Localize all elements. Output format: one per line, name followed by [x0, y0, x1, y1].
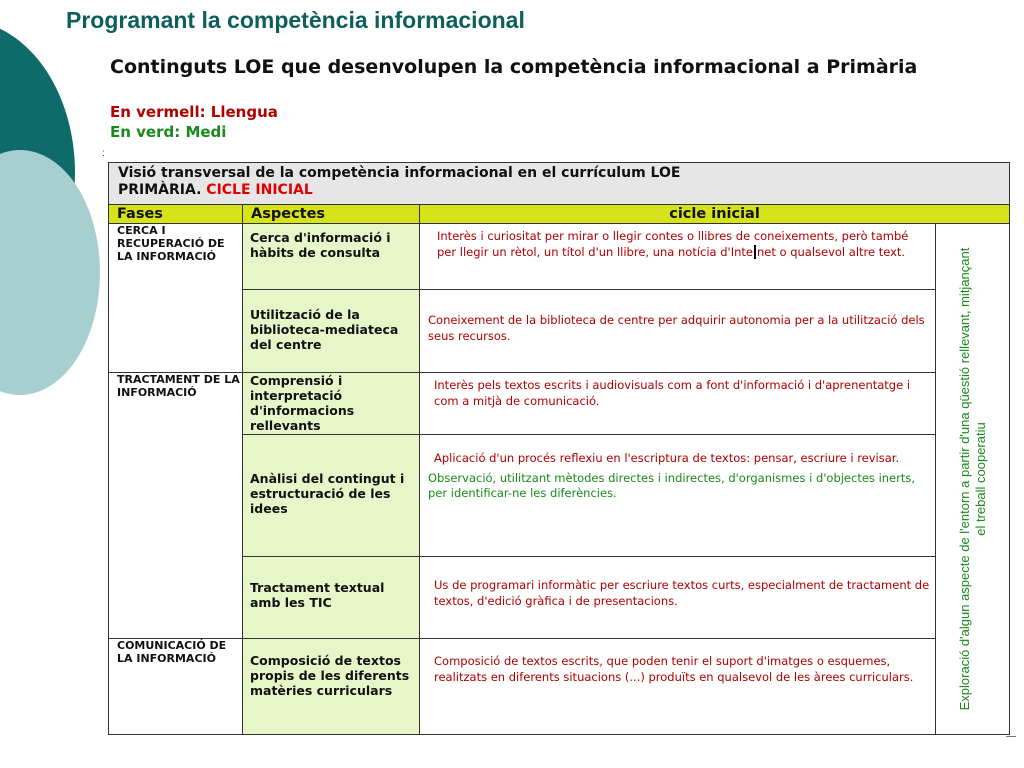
cross-curricular-note: Exploració d'algun aspecte de l'entorn a partir d'una qüestió rellevant, mitjançant el treball cooperatiu [956, 247, 988, 711]
table-row [109, 639, 1010, 735]
document-heading: Continguts LOE que desenvolupen la competència informacional a Primària [110, 56, 918, 78]
table-title-cycle: CICLE INICIAL [206, 182, 313, 198]
content-cell: Interès pels textos escrits i audiovisuals com a font d'informació i d'aprenentatge i com a mitjà de comunicació. [420, 373, 936, 435]
content-green-text: Observació, utilitzant mètodes directes i indirectes, d'organismes i d'objectes inerts, per identificar-ne les diferències. [428, 470, 916, 500]
phase-tractament: TRACTAMENT DE LA INFORMACIÓ [109, 373, 243, 639]
table-title-row [109, 163, 1010, 205]
phase-cerca: CERCA I RECUPERACIÓ DE LA INFORMACIÓ [109, 224, 243, 373]
col-header-fases: Fases [109, 205, 243, 224]
column-header-row [109, 205, 1010, 224]
aspect-cell: Comprensió i interpretació d'informacions rellevants [243, 373, 420, 435]
content-cell: Us de programari informàtic per escriure textos curts, especialment de tractament de textos, d'edició gràfica i de presentacions. [420, 557, 936, 639]
legend-green: En verd: Medi [110, 123, 227, 141]
text-cursor [754, 245, 756, 259]
aspect-cell: Tractament textual amb les TIC [243, 557, 420, 639]
phase-comunicacio: COMUNICACIÓ DE LA INFORMACIÓ [109, 639, 243, 735]
table-title-cell [109, 163, 1010, 205]
margin-marker: : [102, 148, 105, 159]
cross-curricular-note-cell [936, 224, 1010, 735]
content-cell: Coneixement de la biblioteca de centre per adquirir autonomia per a la utilització dels seus recursos. [420, 290, 936, 373]
slide-title: Programant la competència informacional [66, 7, 525, 33]
aspect-cell: Composició de textos propis de les diferents matèries curriculars [243, 639, 420, 735]
corner-mark [1006, 736, 1016, 737]
aspect-cell: Anàlisi del contingut i estructuració de les idees [243, 435, 420, 557]
table-row [109, 224, 1010, 290]
table-row [109, 435, 1010, 557]
curriculum-table [108, 162, 1010, 735]
table-title-line1: Visió transversal de la competència informacional en el currículum LOE [118, 165, 681, 181]
col-header-aspectes: Aspectes [243, 205, 420, 224]
col-header-cicle: cicle inicial [420, 205, 1010, 224]
decorative-circle-light [0, 150, 100, 395]
content-cell: Aplicació d'un procés reflexiu en l'escriptura de textos: pensar, escriure i revisar. Observació, utilitzant mètodes directes i indirectes, d'organismes i d'objectes inerts, per identificar-ne les diferències. [420, 435, 936, 557]
aspect-cell: Utilització de la biblioteca-mediateca del centre [243, 290, 420, 373]
legend-red: En vermell: Llengua [110, 103, 278, 121]
content-cell: Composició de textos escrits, que poden tenir el suport d'imatges o esquemes, realitzats en diferents situacions (...) produïts en qualsevol de les àrees curriculars. [420, 639, 936, 735]
table-row [109, 557, 1010, 639]
table-row [109, 373, 1010, 435]
content-cell: Interès i curiositat per mirar o llegir contes o llibres de coneixements, però també per llegir un rètol, un títol d'un llibre, una notícia d'Inte net o qualsevol altre text. [420, 224, 936, 290]
aspect-cell: Cerca d'informació i hàbits de consulta [243, 224, 420, 290]
table-row [109, 290, 1010, 373]
table-title-prefix: PRIMÀRIA. [118, 182, 202, 198]
